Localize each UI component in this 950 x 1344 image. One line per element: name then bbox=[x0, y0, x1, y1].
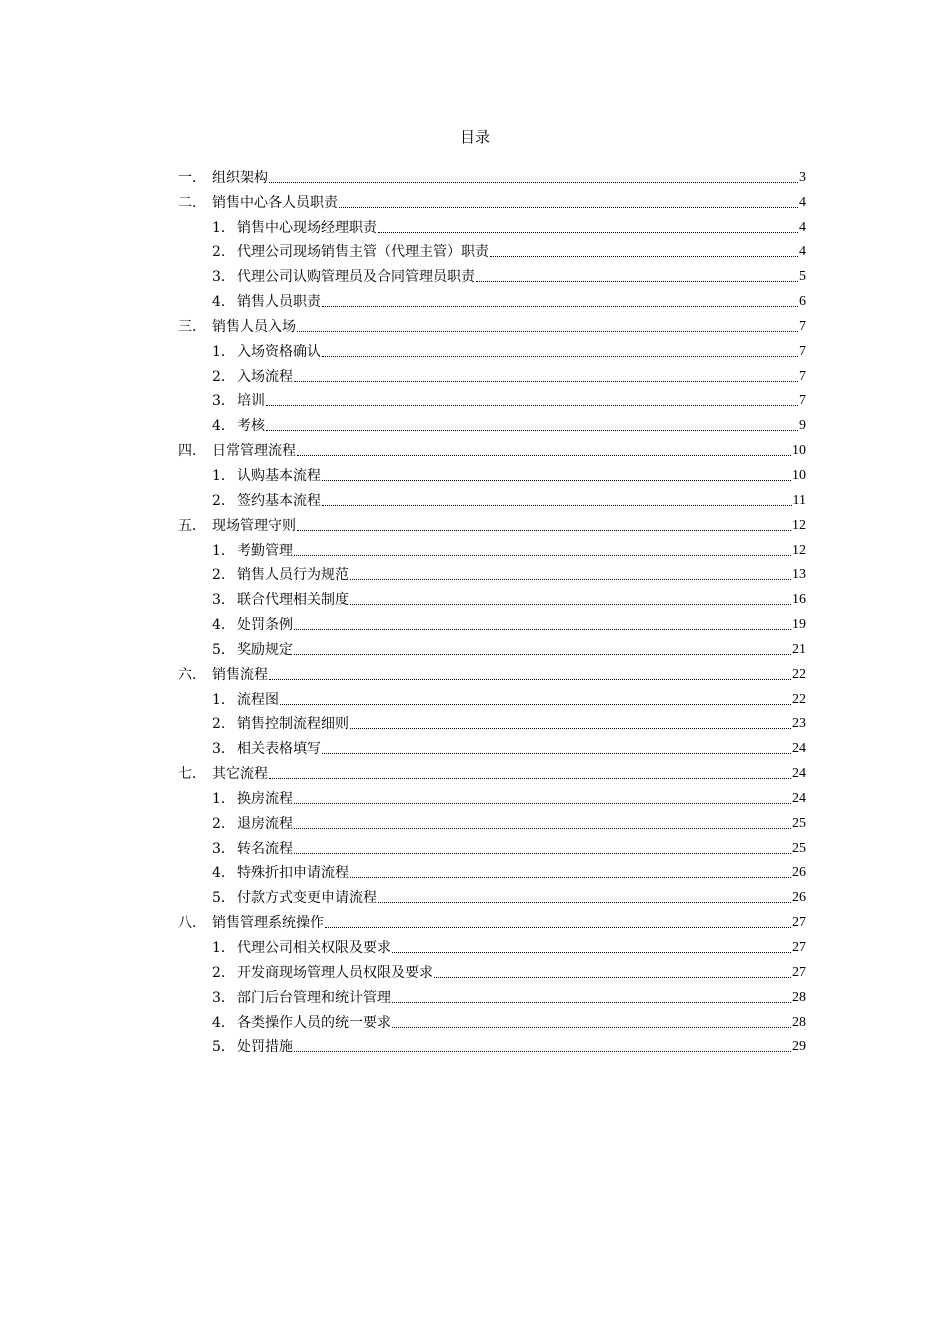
toc-entry-label: 处罚条例 bbox=[237, 617, 293, 634]
toc-entry-label: 代理公司相关权限及要求 bbox=[237, 940, 391, 956]
toc-page-number: 12 bbox=[792, 517, 806, 533]
toc-entry-label: 组织架构 bbox=[212, 169, 268, 186]
toc-entry-number: 1． bbox=[212, 790, 235, 807]
toc-entry-number: 2． bbox=[212, 244, 235, 261]
toc-entry-number: 1． bbox=[212, 467, 235, 484]
dot-leader bbox=[476, 281, 798, 282]
toc-section-entry[interactable] bbox=[178, 435, 806, 460]
toc-entry-label: 流程图 bbox=[237, 691, 279, 708]
toc-section-entry[interactable] bbox=[178, 758, 806, 783]
toc-entry-label: 销售人员入场 bbox=[212, 318, 296, 335]
dot-leader bbox=[350, 604, 791, 605]
toc-page-number: 21 bbox=[792, 641, 806, 657]
toc-entry-number: 三． bbox=[178, 318, 206, 335]
toc-entry-number: 4． bbox=[212, 1014, 235, 1031]
toc-section-entry[interactable] bbox=[178, 311, 806, 336]
toc-subsection-entry[interactable] bbox=[178, 733, 806, 758]
dot-leader bbox=[294, 555, 791, 556]
dot-leader bbox=[294, 828, 791, 829]
toc-entry-number: 3． bbox=[212, 269, 235, 286]
toc-entry-number: 四． bbox=[178, 443, 206, 460]
dot-leader bbox=[322, 306, 798, 307]
toc-entry-label: 处罚措施 bbox=[237, 1039, 293, 1056]
toc-entry-number: 3． bbox=[212, 989, 235, 1006]
toc-section-entry[interactable] bbox=[178, 907, 806, 932]
toc-entry-number: 1． bbox=[212, 940, 235, 956]
toc-entry-label: 入场资格确认 bbox=[237, 343, 321, 360]
toc-entry-label: 销售中心各人员职责 bbox=[212, 194, 338, 211]
toc-entry-label: 签约基本流程 bbox=[237, 492, 321, 509]
dot-leader bbox=[297, 455, 791, 456]
toc-entry-number: 2． bbox=[212, 964, 235, 981]
toc-entry-label: 退房流程 bbox=[237, 815, 293, 832]
dot-leader bbox=[294, 1051, 791, 1052]
toc-page-number: 27 bbox=[792, 940, 806, 955]
toc-entry-number: 2． bbox=[212, 567, 235, 584]
toc-entry-label: 换房流程 bbox=[237, 790, 293, 807]
toc-subsection-entry[interactable] bbox=[178, 560, 806, 585]
dot-leader bbox=[266, 430, 798, 431]
toc-entry-number: 4． bbox=[212, 617, 235, 634]
toc-subsection-entry[interactable] bbox=[178, 584, 806, 609]
toc-subsection-entry[interactable] bbox=[178, 212, 806, 237]
toc-entry-label: 其它流程 bbox=[212, 766, 268, 783]
dot-leader bbox=[294, 654, 791, 655]
toc-subsection-entry[interactable] bbox=[178, 410, 806, 435]
toc-page-number: 27 bbox=[792, 915, 806, 931]
toc-entry-label: 销售管理系统操作 bbox=[212, 915, 324, 932]
toc-subsection-entry[interactable] bbox=[178, 957, 806, 982]
dot-leader bbox=[378, 902, 791, 903]
dot-leader bbox=[322, 753, 791, 754]
toc-section-entry[interactable] bbox=[178, 659, 806, 684]
table-of-contents bbox=[178, 162, 806, 1056]
toc-entry-number: 1． bbox=[212, 219, 235, 236]
toc-entry-number: 2． bbox=[212, 716, 235, 733]
toc-entry-number: 二． bbox=[178, 194, 206, 211]
toc-subsection-entry[interactable] bbox=[178, 634, 806, 659]
toc-subsection-entry[interactable] bbox=[178, 982, 806, 1007]
toc-entry-label: 特殊折扣申请流程 bbox=[237, 865, 349, 882]
toc-entry-number: 一． bbox=[178, 169, 206, 186]
toc-entry-label: 转名流程 bbox=[237, 840, 293, 857]
toc-subsection-entry[interactable] bbox=[178, 609, 806, 634]
toc-entry-number: 3． bbox=[212, 840, 235, 857]
toc-page-number: 6 bbox=[799, 294, 806, 310]
dot-leader bbox=[322, 480, 791, 481]
toc-entry-number: 5． bbox=[212, 1039, 235, 1056]
toc-entry-number: 七． bbox=[178, 766, 206, 783]
toc-page-number: 28 bbox=[792, 989, 806, 1005]
toc-entry-number: 4． bbox=[212, 418, 235, 435]
toc-entry-label: 销售流程 bbox=[212, 666, 268, 683]
dot-leader bbox=[280, 704, 791, 705]
toc-page-number: 24 bbox=[792, 741, 806, 757]
toc-entry-number: 1． bbox=[212, 691, 235, 708]
dot-leader bbox=[325, 927, 791, 928]
toc-entry-label: 代理公司认购管理员及合同管理员职责 bbox=[237, 269, 475, 286]
toc-page-number: 19 bbox=[792, 617, 806, 633]
toc-page-number: 3 bbox=[799, 169, 806, 185]
toc-page-number: 4 bbox=[799, 194, 806, 210]
toc-page-number: 24 bbox=[792, 766, 806, 782]
toc-subsection-entry[interactable] bbox=[178, 261, 806, 286]
dot-leader bbox=[322, 505, 792, 506]
toc-entry-label: 考核 bbox=[237, 418, 265, 435]
toc-entry-label: 各类操作人员的统一要求 bbox=[237, 1014, 391, 1031]
toc-page-number: 25 bbox=[792, 840, 806, 856]
toc-subsection-entry[interactable] bbox=[178, 833, 806, 858]
toc-page-number: 26 bbox=[792, 890, 806, 906]
toc-entry-number: 4． bbox=[212, 865, 235, 882]
toc-entry-label: 培训 bbox=[237, 393, 265, 410]
toc-entry-label: 日常管理流程 bbox=[212, 443, 296, 460]
toc-entry-number: 3． bbox=[212, 741, 235, 758]
dot-leader bbox=[269, 679, 791, 680]
toc-page-number: 10 bbox=[792, 443, 806, 459]
toc-entry-number: 2． bbox=[212, 368, 235, 385]
dot-leader bbox=[266, 405, 798, 406]
toc-page-number: 4 bbox=[799, 244, 806, 260]
toc-page-number: 7 bbox=[799, 368, 806, 384]
toc-subsection-entry[interactable] bbox=[178, 783, 806, 808]
toc-page-number: 22 bbox=[792, 691, 806, 707]
dot-leader bbox=[294, 803, 791, 804]
toc-entry-number: 3． bbox=[212, 592, 235, 609]
toc-section-entry[interactable] bbox=[178, 510, 806, 535]
toc-page-number: 12 bbox=[792, 542, 806, 558]
toc-subsection-entry[interactable] bbox=[178, 882, 806, 907]
dot-leader bbox=[378, 232, 798, 233]
toc-page-number: 10 bbox=[792, 467, 806, 483]
toc-entry-number: 2． bbox=[212, 492, 235, 509]
toc-page-number: 16 bbox=[792, 592, 806, 608]
toc-subsection-entry[interactable] bbox=[178, 808, 806, 833]
toc-entry-number: 5． bbox=[212, 890, 235, 907]
dot-leader bbox=[434, 977, 791, 978]
toc-subsection-entry[interactable] bbox=[178, 535, 806, 560]
toc-page-number: 7 bbox=[799, 318, 806, 334]
dot-leader bbox=[297, 530, 791, 531]
toc-page-number: 29 bbox=[792, 1039, 806, 1055]
toc-subsection-entry[interactable] bbox=[178, 460, 806, 485]
toc-entry-number: 5． bbox=[212, 641, 235, 658]
toc-page-number: 28 bbox=[792, 1014, 806, 1030]
dot-leader bbox=[490, 256, 798, 257]
toc-entry-label: 代理公司现场销售主管（代理主管）职责 bbox=[237, 244, 489, 261]
toc-subsection-entry[interactable] bbox=[178, 1007, 806, 1032]
dot-leader bbox=[297, 331, 798, 332]
dot-leader bbox=[294, 629, 791, 630]
toc-page-number: 13 bbox=[792, 567, 806, 583]
toc-entry-label: 考勤管理 bbox=[237, 542, 293, 559]
toc-entry-label: 入场流程 bbox=[237, 368, 293, 385]
toc-subsection-entry[interactable] bbox=[178, 485, 806, 510]
toc-entry-label: 销售中心现场经理职责 bbox=[237, 219, 377, 236]
toc-page-number: 22 bbox=[792, 666, 806, 682]
toc-page-number: 25 bbox=[792, 815, 806, 831]
toc-page-number: 23 bbox=[792, 716, 806, 732]
dot-leader bbox=[350, 728, 791, 729]
toc-entry-label: 奖励规定 bbox=[237, 641, 293, 658]
toc-entry-label: 部门后台管理和统计管理 bbox=[237, 989, 391, 1006]
dot-leader bbox=[322, 356, 798, 357]
toc-page-number: 11 bbox=[792, 492, 806, 508]
dot-leader bbox=[294, 381, 798, 382]
toc-entry-label: 现场管理守则 bbox=[212, 517, 296, 534]
toc-page-number: 4 bbox=[799, 219, 806, 235]
dot-leader bbox=[294, 853, 791, 854]
toc-section-entry[interactable] bbox=[178, 162, 806, 187]
toc-page-number: 27 bbox=[792, 964, 806, 980]
dot-leader bbox=[350, 877, 791, 878]
toc-subsection-entry[interactable] bbox=[178, 386, 806, 411]
dot-leader bbox=[392, 952, 791, 953]
toc-entry-label: 销售控制流程细则 bbox=[237, 716, 349, 733]
dot-leader bbox=[269, 778, 791, 779]
toc-entry-number: 3． bbox=[212, 393, 235, 410]
toc-section-entry[interactable] bbox=[178, 187, 806, 212]
toc-subsection-entry[interactable] bbox=[178, 1032, 806, 1057]
dot-leader bbox=[350, 579, 791, 580]
toc-page-number: 9 bbox=[799, 418, 806, 434]
toc-subsection-entry[interactable] bbox=[178, 361, 806, 386]
toc-entry-label: 认购基本流程 bbox=[237, 467, 321, 484]
toc-entry-label: 开发商现场管理人员权限及要求 bbox=[237, 964, 433, 981]
toc-entry-label: 销售人员行为规范 bbox=[237, 567, 349, 584]
toc-subsection-entry[interactable] bbox=[178, 237, 806, 262]
toc-subsection-entry[interactable] bbox=[178, 286, 806, 311]
toc-entry-label: 联合代理相关制度 bbox=[237, 592, 349, 609]
toc-subsection-entry[interactable] bbox=[178, 336, 806, 361]
toc-page-number: 5 bbox=[799, 269, 806, 285]
toc-page-number: 7 bbox=[799, 343, 806, 359]
toc-subsection-entry[interactable] bbox=[178, 709, 806, 734]
toc-entry-number: 六． bbox=[178, 666, 206, 683]
toc-entry-label: 销售人员职责 bbox=[237, 294, 321, 311]
toc-entry-number: 1． bbox=[212, 343, 235, 360]
toc-entry-number: 2． bbox=[212, 815, 235, 832]
toc-entry-label: 付款方式变更申请流程 bbox=[237, 890, 377, 907]
page-title: 目录 bbox=[459, 128, 490, 146]
toc-entry-label: 相关表格填写 bbox=[237, 741, 321, 758]
toc-entry-number: 五． bbox=[178, 517, 206, 534]
toc-subsection-entry[interactable] bbox=[178, 932, 806, 957]
toc-subsection-entry[interactable] bbox=[178, 684, 806, 709]
dot-leader bbox=[392, 1002, 791, 1003]
toc-page-number: 26 bbox=[792, 865, 806, 881]
dot-leader bbox=[392, 1027, 791, 1028]
toc-entry-number: 八． bbox=[178, 915, 206, 932]
dot-leader bbox=[339, 207, 798, 208]
toc-page-number: 7 bbox=[799, 393, 806, 409]
toc-page-number: 24 bbox=[792, 790, 806, 806]
toc-entry-number: 1． bbox=[212, 542, 235, 559]
toc-entry-number: 4． bbox=[212, 294, 235, 311]
toc-subsection-entry[interactable] bbox=[178, 858, 806, 883]
dot-leader bbox=[269, 182, 798, 183]
